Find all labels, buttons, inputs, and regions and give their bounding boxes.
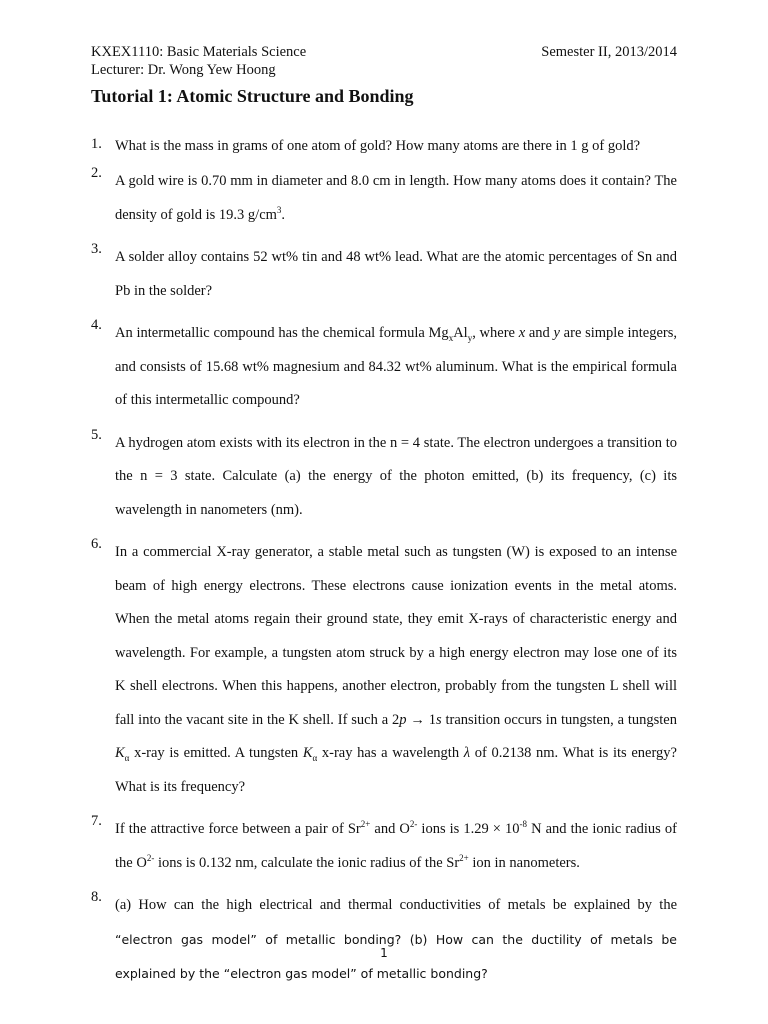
question-8 [91, 889, 677, 992]
question-number: 8. [91, 889, 102, 905]
course-code: KXEX1110: Basic Materials Science [91, 44, 307, 60]
question-text: In a commercial X-ray generator, a stable metal such as tungsten (W) is exposed to an intense beam of high energy electrons. These electrons cause ionization events in the metal atoms. When the metal atoms regain their ground state, they emit X-rays of characteristic energy and wavelength. For example, a tungsten atom struck by a high energy electron may lose one of its K shell electrons. When this happens, another electron, probably from the tungsten L shell will fall into the vacant site in the K shell. If such a 2p → 1s transition occurs in tungsten, a tungsten $K_\alpha$ x-ray is emitted. A tungsten $K_\alpha$ x-ray has a wavelength λ of 0.2138 nm. What is its energy? What is its frequency? [115, 544, 677, 795]
question-text: (a) How can the high electrical and thermal conductivities of metals be explained by the “electron gas model” of metallic bonding? (b) How can the ductility of metals be explained by the “electron gas model” of metallic bonding? [115, 897, 677, 981]
question-text: A solder alloy contains 52 wt% tin and 48 wt% lead. What are the atomic percentages of Sn and Pb in the solder? [115, 249, 677, 299]
question-1 [91, 136, 677, 156]
question-text: A hydrogen atom exists with its electron in the n = 4 state. The electron undergoes a transition to the n = 3 state. Calculate (a) the energy of the photon emitted, (b) its frequency, (c) its wavelength in nanometers (nm). [115, 434, 677, 518]
question-number: 4. [91, 317, 102, 333]
semester-label: Semester II, 2013/2014 [541, 44, 677, 60]
lecturer-label: Lecturer: Dr. Wong Yew Hoong [91, 62, 276, 78]
question-3 [91, 241, 677, 308]
question-5 [91, 427, 677, 528]
question-text: An intermetallic compound has the chemical formula $Mg_xAl_y$, where x and y are simple integers, and consists of 15.68 wt% magnesium and 84.32 wt% aluminum. What is the empirical formula of this intermetallic compound? [115, 325, 678, 408]
page-header [91, 43, 677, 79]
question-7 [91, 813, 677, 880]
question-text: A gold wire is 0.70 mm in diameter and 8.0 cm in length. How many atoms does it contain? The density of gold is 19.3 $g/cm^3$. [115, 173, 677, 223]
question-number: 6. [91, 536, 102, 552]
page-number: 1 [380, 946, 388, 960]
question-list [91, 136, 677, 1001]
question-6 [91, 536, 677, 804]
question-number: 3. [91, 241, 102, 257]
tutorial-title: Tutorial 1: Atomic Structure and Bonding [91, 86, 414, 106]
question-number: 7. [91, 813, 102, 829]
question-number: 1. [91, 136, 102, 152]
question-4 [91, 317, 677, 418]
question-text: If the attractive force between a pair of $Sr^{2+}$ and $O^{2-}$ ions is $1.29 \times 10^{-8}$ N and the ionic radius of the $O^{2-}$ ions is 0.132 nm, calculate the ionic radius of the $Sr^{2+}$ ion in nanometers. [115, 819, 677, 871]
question-number: 2. [91, 165, 102, 181]
question-2 [91, 165, 677, 232]
arrow-icon: → [410, 711, 425, 728]
question-text: What is the mass in grams of one atom of gold? How many atoms are there in 1 g of gold? [115, 138, 641, 154]
question-number: 5. [91, 426, 102, 443]
